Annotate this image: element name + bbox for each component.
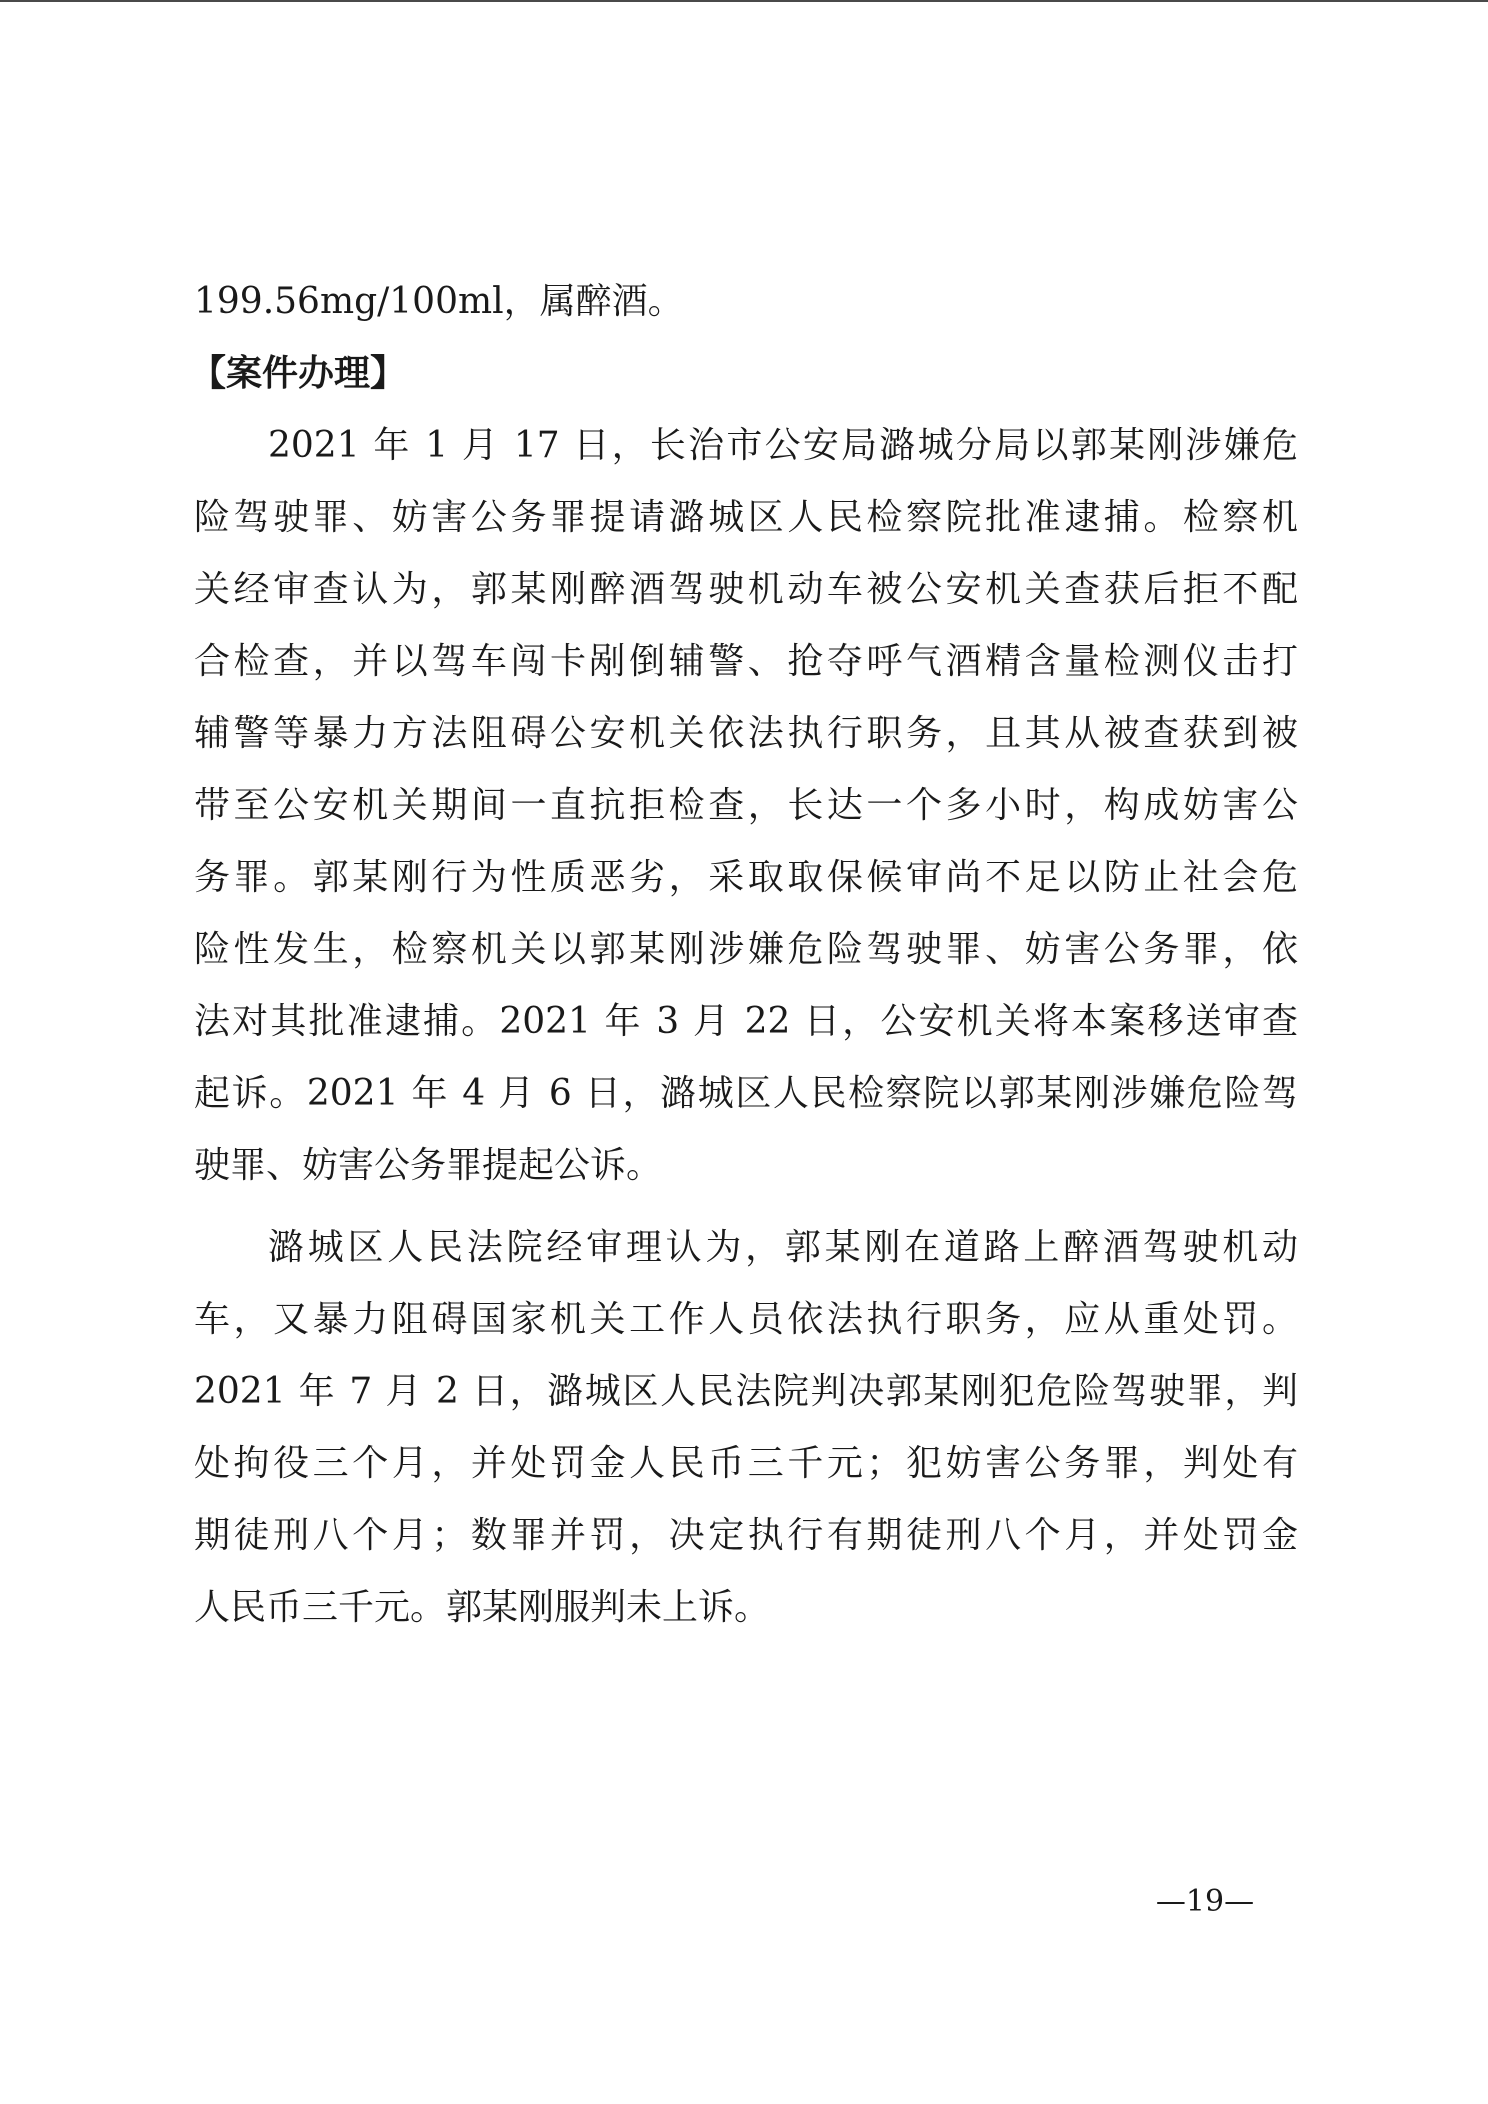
continuation-line: 199.56mg/100ml，属醉酒。 [194,281,684,322]
paragraph-line: 处拘役三个月，并处罚金人民币三千元；犯妨害公务罪，判处有 [194,1443,1298,1484]
paragraph-line: 关经审查认为，郭某刚醉酒驾驶机动车被公安机关查获后拒不配 [194,569,1298,610]
paragraph-line: 驶罪、妨害公务罪提起公诉。 [194,1145,663,1186]
paragraph-line: 合检查，并以驾车闯卡剐倒辅警、抢夺呼气酒精含量检测仪击打 [194,641,1298,682]
paragraph-line: 起诉。2021 年 4 月 6 日，潞城区人民检察院以郭某刚涉嫌危险驾 [194,1073,1298,1114]
paragraph-line: 期徒刑八个月；数罪并罚，决定执行有期徒刑八个月，并处罚金 [194,1515,1298,1556]
paragraph-line: 法对其批准逮捕。2021 年 3 月 22 日，公安机关将本案移送审查 [194,1001,1298,1042]
paragraph-line: 车，又暴力阻碍国家机关工作人员依法执行职务，应从重处罚。 [194,1299,1298,1340]
paragraph-court-ruling [194,1212,1298,1644]
paragraph-line: 险驾驶罪、妨害公务罪提请潞城区人民检察院批准逮捕。检察机 [194,497,1298,538]
section-heading: 【案件办理】 [190,353,407,394]
paragraph-case-handling [194,410,1298,1202]
paragraph-line: 辅警等暴力方法阻碍公安机关依法执行职务，且其从被查获到被 [194,713,1298,754]
page-number: —19— [1155,1884,1255,1919]
top-border-line [0,0,1488,2]
paragraph-line: 潞城区人民法院经审理认为，郭某刚在道路上醉酒驾驶机动 [268,1227,1298,1268]
document-body [190,266,1298,1644]
paragraph-line: 务罪。郭某刚行为性质恶劣，采取取保候审尚不足以防止社会危 [194,857,1298,898]
paragraph-line: 带至公安机关期间一直抗拒检查，长达一个多小时，构成妨害公 [194,785,1298,826]
paragraph-line: 人民币三千元。郭某刚服判未上诉。 [194,1587,771,1628]
paragraph-line: 2021 年 1 月 17 日，长治市公安局潞城分局以郭某刚涉嫌危 [268,425,1298,466]
paragraph-line: 2021 年 7 月 2 日，潞城区人民法院判决郭某刚犯危险驾驶罪，判 [194,1371,1298,1412]
paragraph-spacer [194,1202,1298,1212]
paragraph-line: 险性发生，检察机关以郭某刚涉嫌危险驾驶罪、妨害公务罪，依 [194,929,1298,970]
